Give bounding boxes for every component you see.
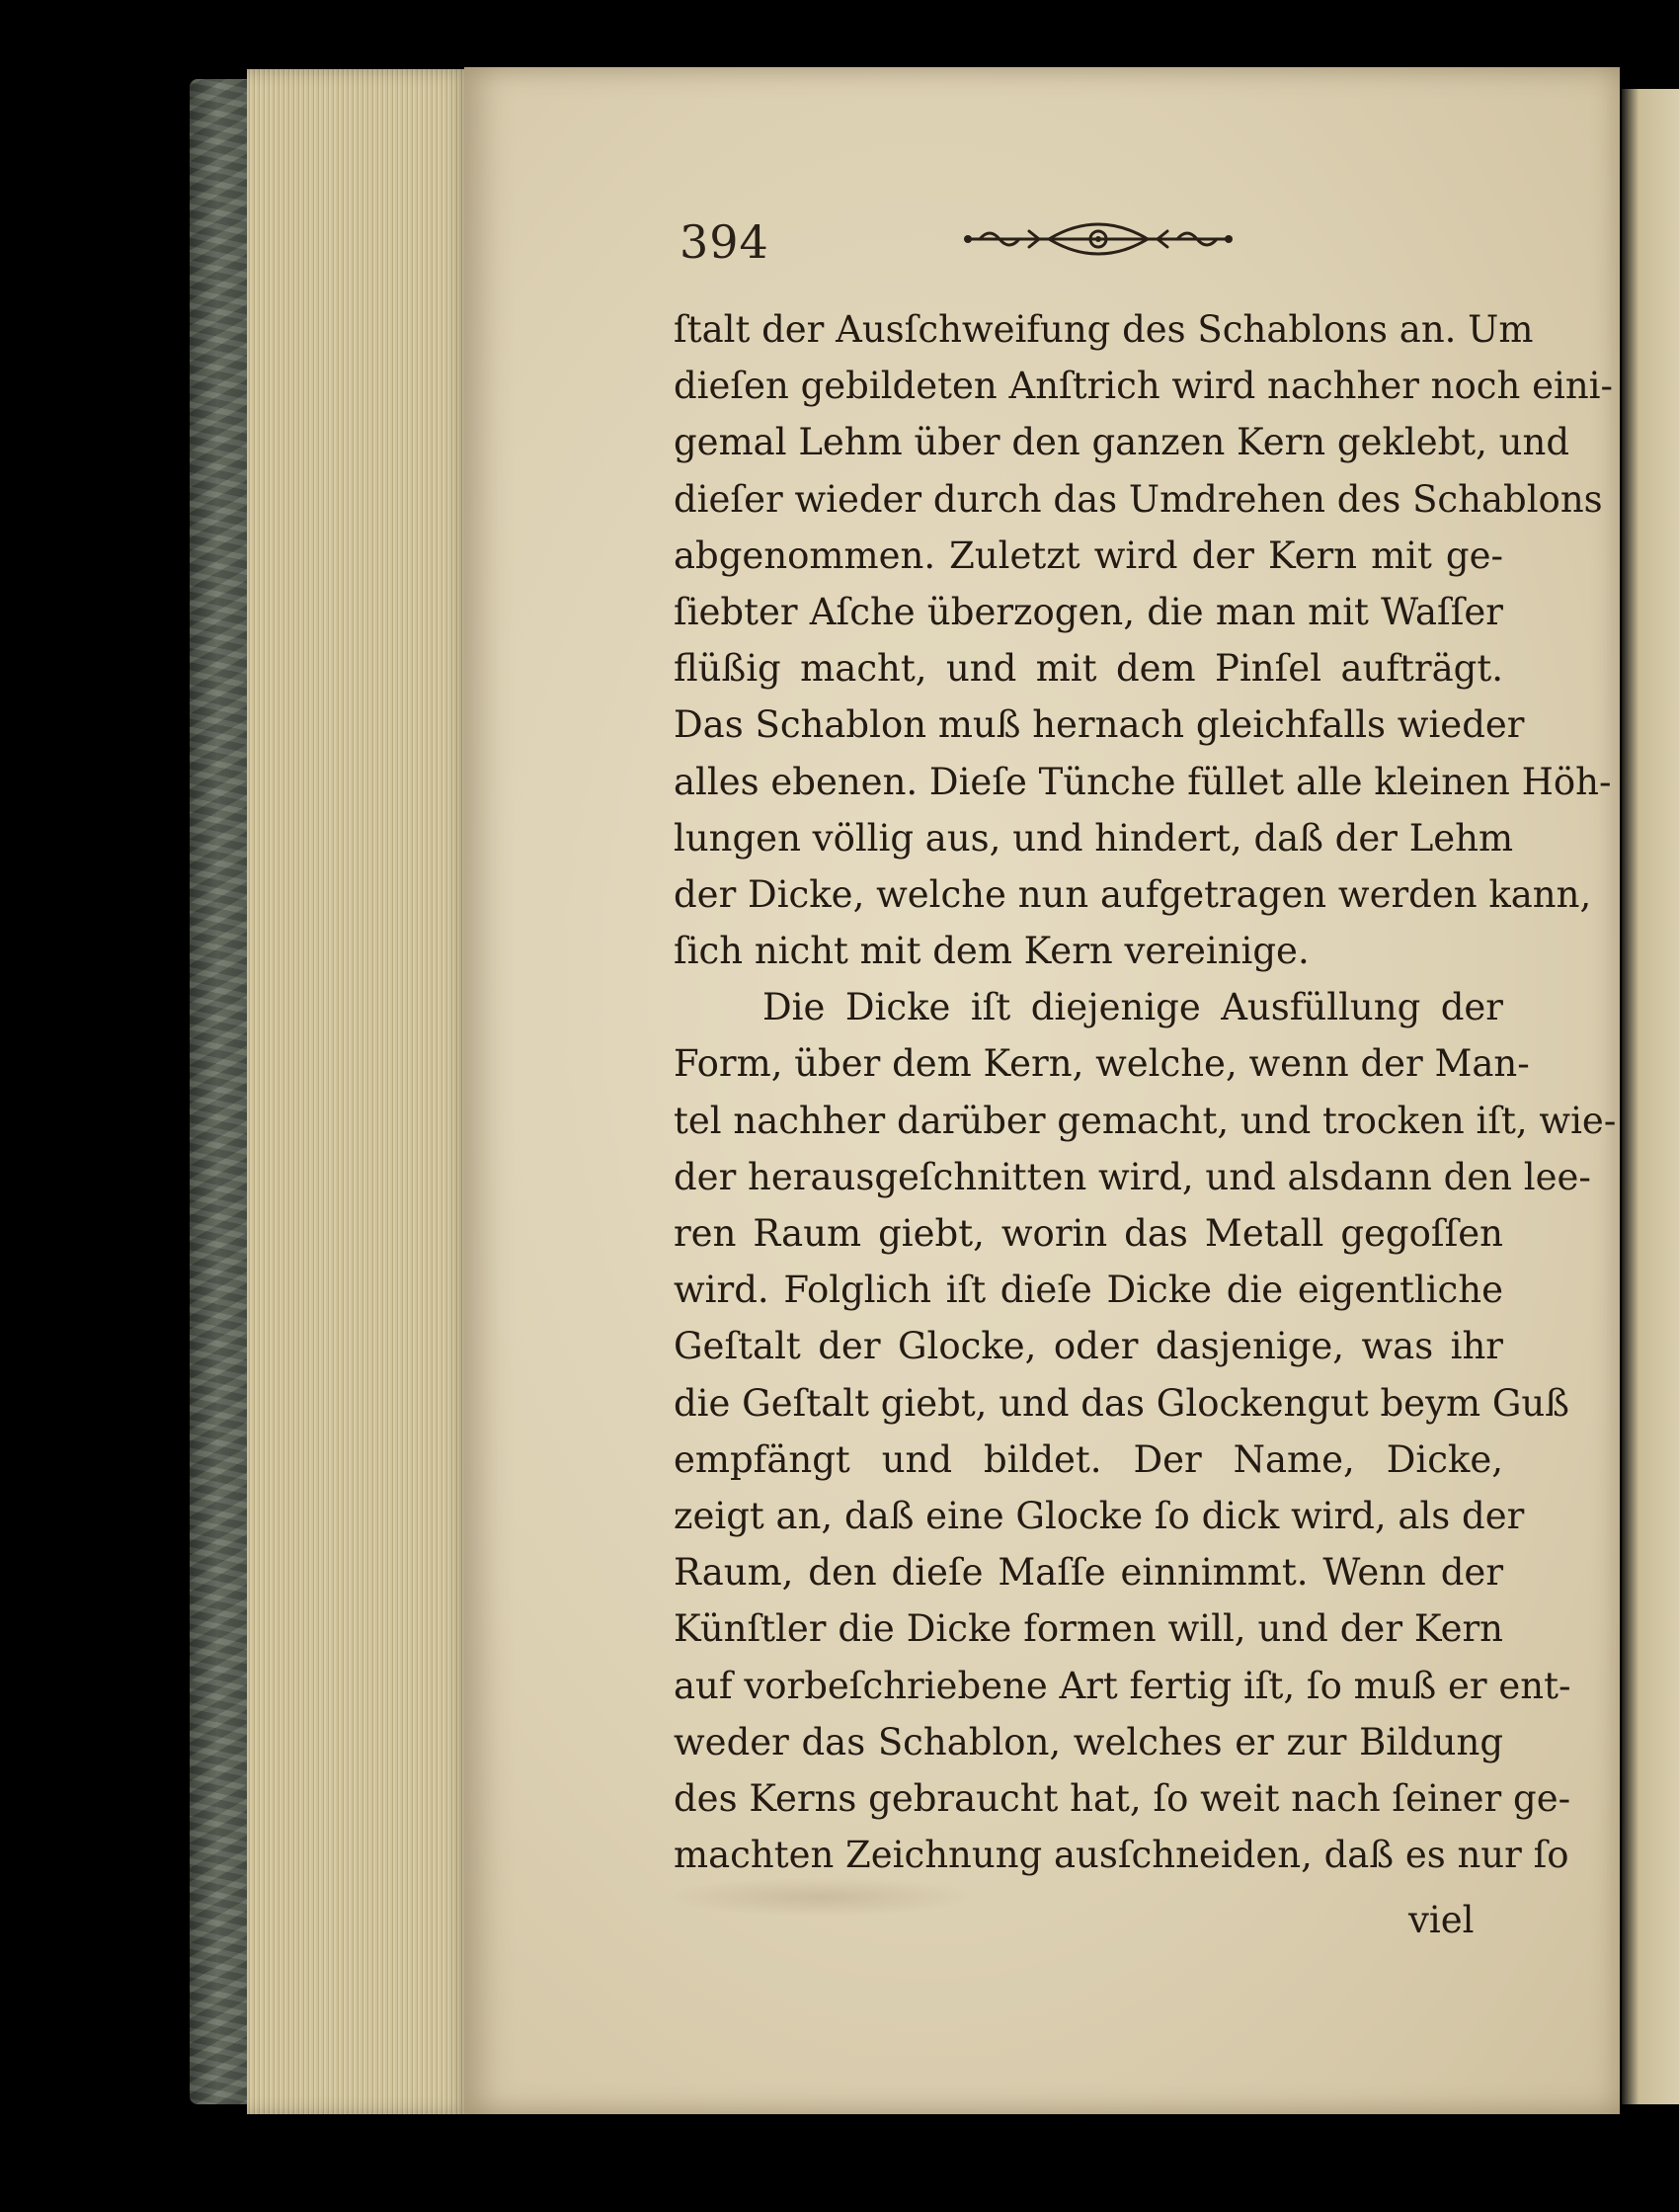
text-line: tel nachher darüber gemacht, und trocken iſt, wie-	[674, 1099, 1617, 1142]
catchword: viel	[1408, 1899, 1475, 1941]
ornamental-rule-icon	[960, 209, 1237, 269]
paragraph-start-line: Die Dicke iſt diejenige Ausfüllung der	[762, 986, 1503, 1029]
text-line: Geſtalt der Glocke, oder dasjenige, was ihr	[674, 1325, 1503, 1368]
ink-bleed-through	[662, 1877, 978, 1917]
text-line: wird. Folglich iſt dieſe Dicke die eigentliche	[674, 1269, 1503, 1312]
text-line: Form, über dem Kern, welche, wenn der Man-	[674, 1042, 1530, 1086]
text-line: empfängt und bildet. Der Name, Dicke,	[674, 1437, 1503, 1481]
text-line: Raum, den dieſe Maſſe einnimmt. Wenn der	[674, 1551, 1503, 1595]
text-line: Künſtler die Dicke formen will, und der Kern	[674, 1607, 1503, 1651]
text-line: abgenommen. Zuletzt wird der Kern mit ge-	[674, 533, 1503, 577]
text-line: der herausgeſchnitten wird, und alsdann den lee-	[674, 1155, 1591, 1198]
text-line: flüßig macht, und mit dem Pinſel aufträgt.	[674, 647, 1503, 691]
text-line: der Dicke, welche nun aufgetragen werden kann,	[674, 872, 1592, 916]
text-line: ſiebter Aſche überzogen, die man mit Waſſer	[674, 590, 1503, 633]
text-line: ſtalt der Ausſchweifung des Schablons an. Um	[674, 308, 1534, 351]
page-number: 394	[680, 215, 769, 269]
body-text	[674, 301, 1617, 1883]
text-line: zeigt an, daß eine Glocke ſo dick wird, als der	[674, 1494, 1525, 1537]
text-line: weder das Schablon, welches er zur Bildung	[674, 1720, 1503, 1763]
text-line: auf vorbeſchriebene Art fertig iſt, ſo muß er ent-	[674, 1664, 1571, 1707]
text-line: Das Schablon muß hernach gleichfalls wieder	[674, 703, 1525, 747]
text-line: dieſer wieder durch das Umdrehen des Schablons	[674, 477, 1603, 521]
text-line: lungen völlig aus, und hindert, daß der Lehm	[674, 816, 1514, 860]
page-stack-edge	[247, 69, 474, 2114]
text-line: ren Raum giebt, worin das Metall gegoſſen	[674, 1212, 1503, 1255]
facing-page-edge	[1622, 89, 1679, 2104]
text-line: die Geſtalt giebt, und das Glockengut beym Guß	[674, 1381, 1569, 1425]
text-line: dieſen gebildeten Anſtrich wird nachher noch eini-	[674, 365, 1613, 408]
text-line: alles ebenen. Dieſe Tünche füllet alle kleinen Höh-	[674, 760, 1612, 803]
text-line: des Kerns gebraucht hat, ſo weit nach ſeiner ge-	[674, 1776, 1571, 1820]
text-line: machten Zeichnung ausſchneiden, daß es nur ſo	[674, 1834, 1569, 1877]
text-line: gemal Lehm über den ganzen Kern geklebt, und	[674, 421, 1570, 464]
text-line: ſich nicht mit dem Kern vereinige.	[674, 930, 1310, 973]
